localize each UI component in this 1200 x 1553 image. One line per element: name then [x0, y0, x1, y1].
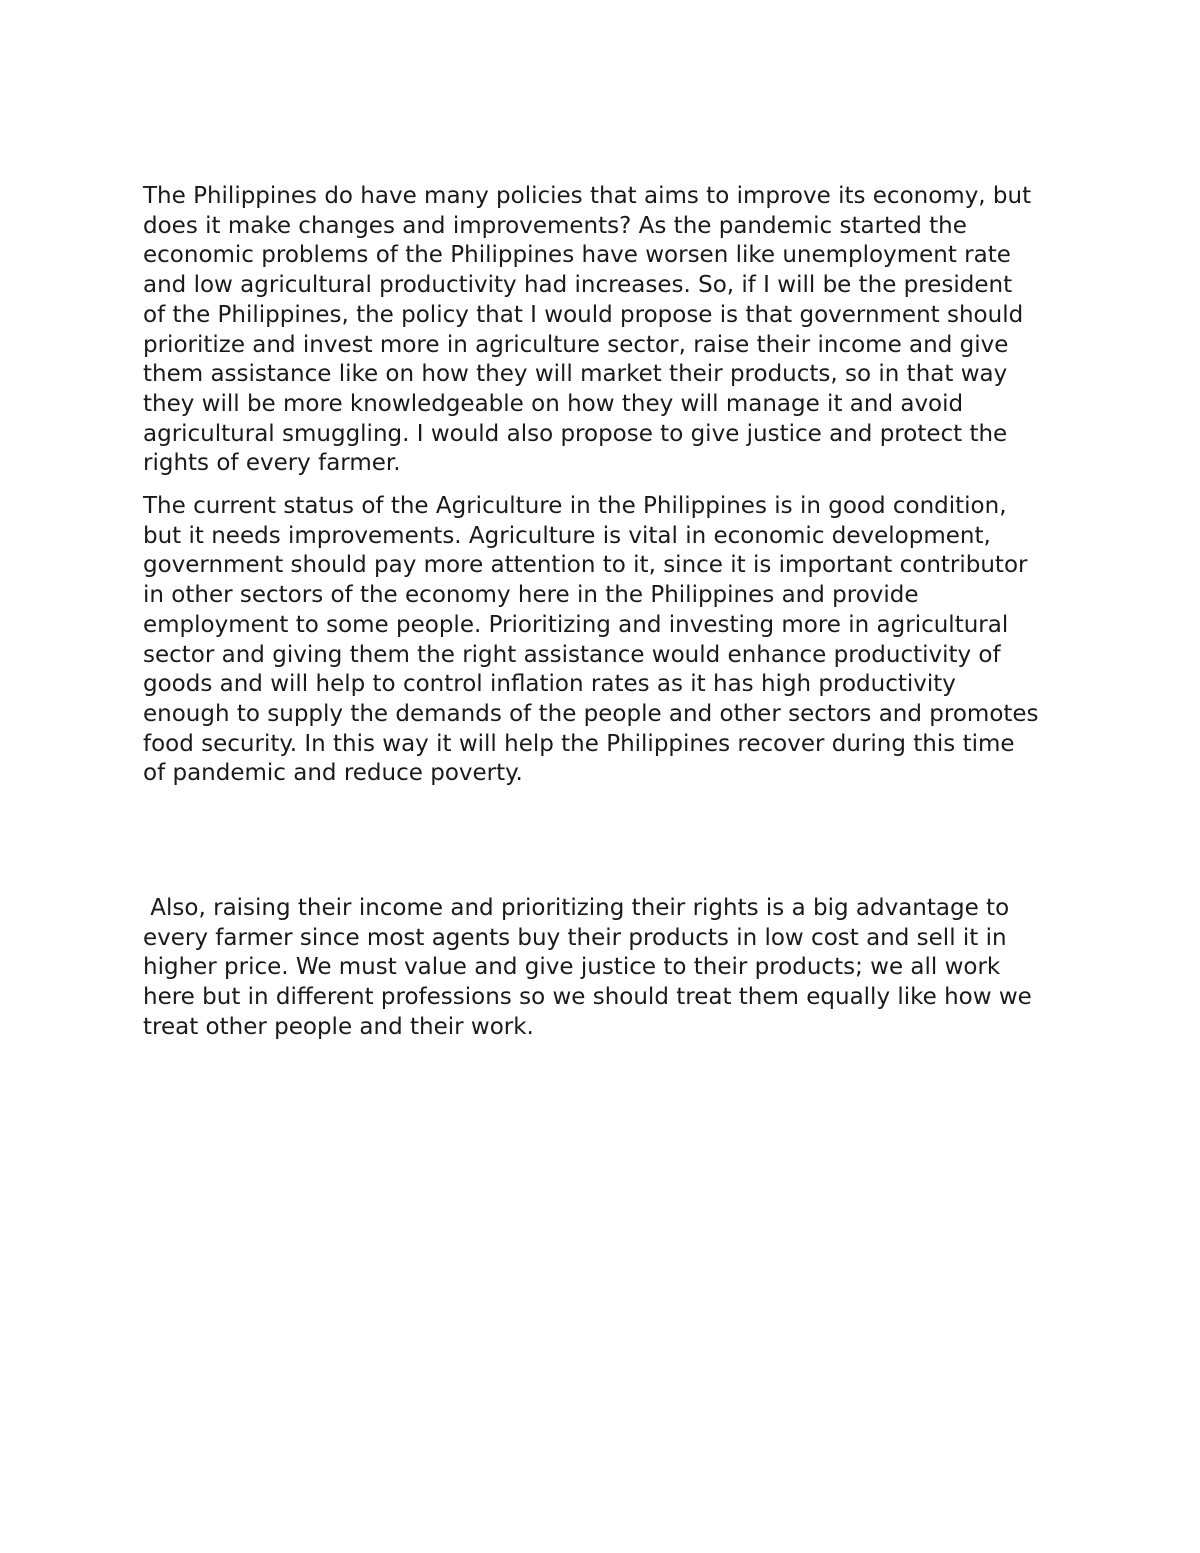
text-line: higher price. We must value and give justice to their products; we all work — [143, 954, 1001, 981]
text-line: employment to some people. Prioritizing and investing more in agricultural — [143, 611, 1009, 638]
text-line: food security. In this way it will help the Philippines recover during this time — [143, 730, 1015, 757]
text-line: economic problems of the Philippines have worsen like unemployment rate — [143, 242, 1011, 269]
paragraph-policy-proposal — [143, 182, 1073, 479]
text-line: goods and will help to control inflation rates as it has high productivity — [143, 671, 956, 698]
paragraph-farmer-rights — [143, 894, 1073, 1043]
text-line: in other sectors of the economy here in the Philippines and provide — [143, 582, 919, 609]
text-line: of the Philippines, the policy that I would propose is that government should — [143, 301, 1024, 328]
text-line: they will be more knowledgeable on how they will manage it and avoid — [143, 390, 964, 417]
text-line: and low agricultural productivity had increases. So, if I will be the president — [143, 272, 1013, 299]
paragraph-agriculture-status — [143, 492, 1073, 789]
text-line: treat other people and their work. — [143, 1013, 534, 1040]
text-line: The current status of the Agriculture in the Philippines is in good condition, — [143, 493, 1007, 519]
text-line: The Philippines do have many policies that aims to improve its economy, but — [143, 183, 1032, 209]
text-line: enough to supply the demands of the people and other sectors and promotes — [143, 700, 1039, 727]
text-line: sector and giving them the right assistance would enhance productivity of — [143, 641, 1001, 668]
text-line: prioritize and invest more in agriculture sector, raise their income and give — [143, 331, 1009, 358]
text-line: them assistance like on how they will market their products, so in that way — [143, 361, 1008, 388]
text-line: government should pay more attention to it, since it is important contributor — [143, 552, 1028, 579]
text-line: but it needs improvements. Agriculture is vital in economic development, — [143, 522, 991, 549]
text-line: of pandemic and reduce poverty. — [143, 760, 523, 787]
text-line: does it make changes and improvements? As the pandemic started the — [143, 212, 967, 239]
text-line: here but in different professions so we should treat them equally like how we — [143, 984, 1032, 1011]
text-line: agricultural smuggling. I would also propose to give justice and protect the — [143, 420, 1008, 447]
text-line: Also, raising their income and prioritizing their rights is a big advantage to — [143, 895, 1010, 921]
text-line: rights of every farmer. — [143, 450, 401, 477]
text-line: every farmer since most agents buy their products in low cost and sell it in — [143, 924, 1007, 951]
